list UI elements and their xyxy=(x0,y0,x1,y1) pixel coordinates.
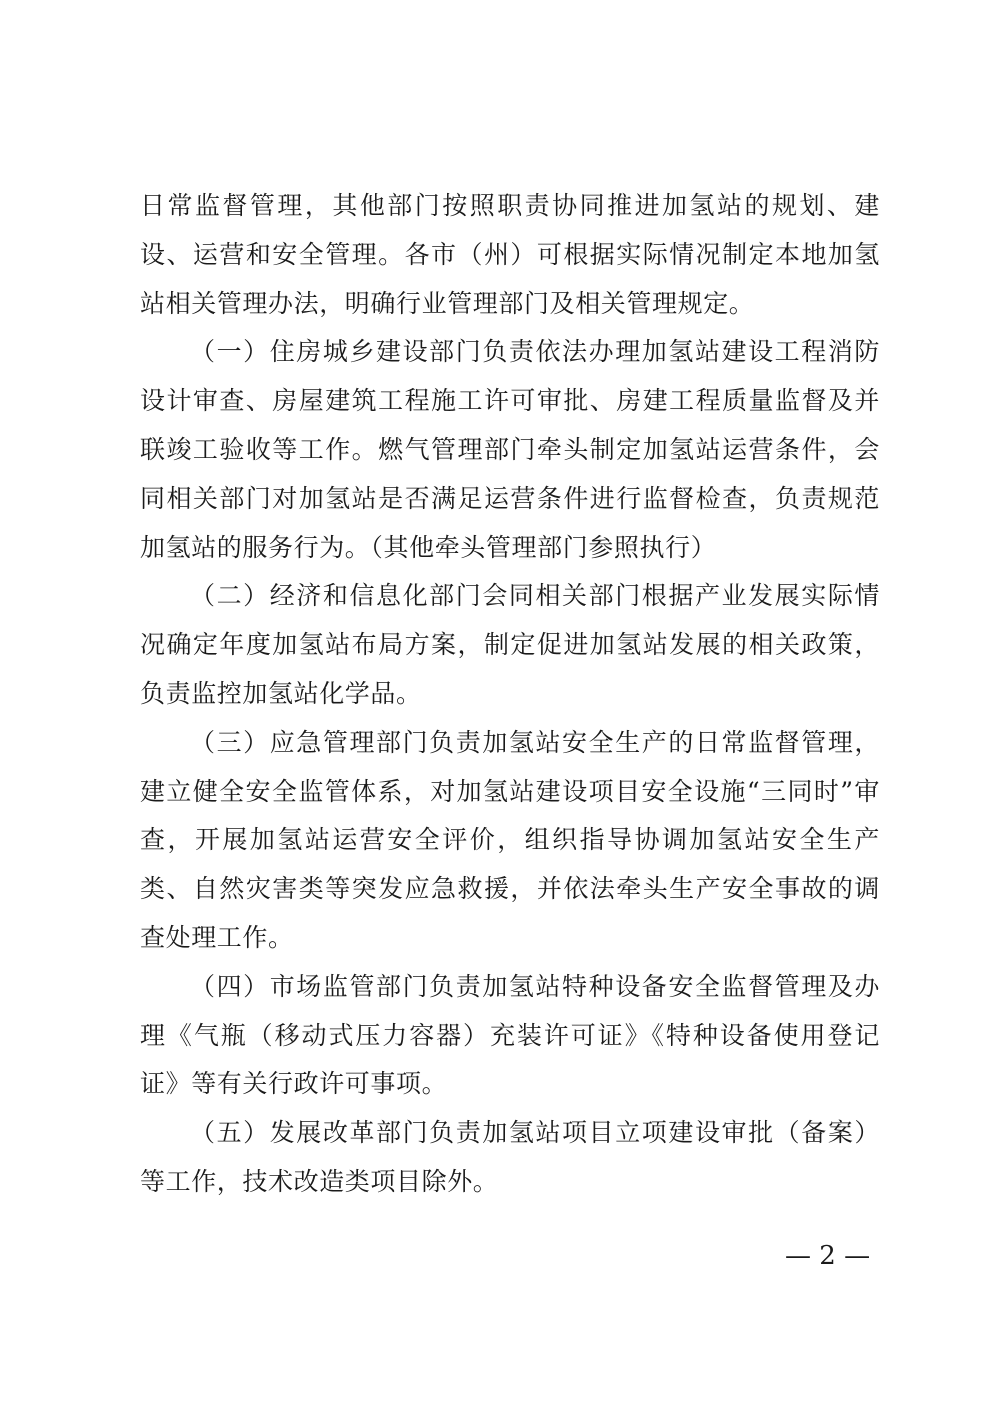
paragraph-item-2: （二）经济和信息化部门会同相关部门根据产业发展实际情况确定年度加氢站布局方案，制定促进加氢站发展的相关政策，负责监控加氢站化学品。 xyxy=(140,581,880,708)
paragraph-item-4: （四）市场监管部门负责加氢站特种设备安全监督管理及办理《气瓶（移动式压力容器）充装许可证》《特种设备使用登记证》等有关行政许可事项。 xyxy=(140,971,880,1099)
paragraph-item-1: （一）住房城乡建设部门负责依法办理加氢站建设工程消防设计审查、房屋建筑工程施工许可审批、房建工程质量监督及并联竣工验收等工作。燃气管理部门牵头制定加氢站运营条件，会同相关部门对加氢站是否满足运营条件进行监督检查，负责规范加氢站的服务行为。（其他牵头管理部门参照执行） xyxy=(140,337,880,562)
paragraph-item-5: （五）发展改革部门负责加氢站项目立项建设审批（备案）等工作，技术改造类项目除外。 xyxy=(140,1118,880,1196)
page-number: — 2 — xyxy=(785,1241,871,1271)
paragraph-item-3: （三）应急管理部门负责加氢站安全生产的日常监督管理，建立健全安全监管体系，对加氢站建设项目安全设施“三同时”审查，开展加氢站运营安全评价，组织指导协调加氢站安全生产类、自然灾害类等突发应急救援，并依法牵头生产安全事故的调查处理工作。 xyxy=(140,727,880,952)
document-body xyxy=(140,182,880,1207)
paragraph-continuation: 日常监督管理，其他部门按照职责协同推进加氢站的规划、建设、运营和安全管理。各市（州）可根据实际情况制定本地加氢站相关管理办法，明确行业管理部门及相关管理规定。 xyxy=(140,191,880,318)
